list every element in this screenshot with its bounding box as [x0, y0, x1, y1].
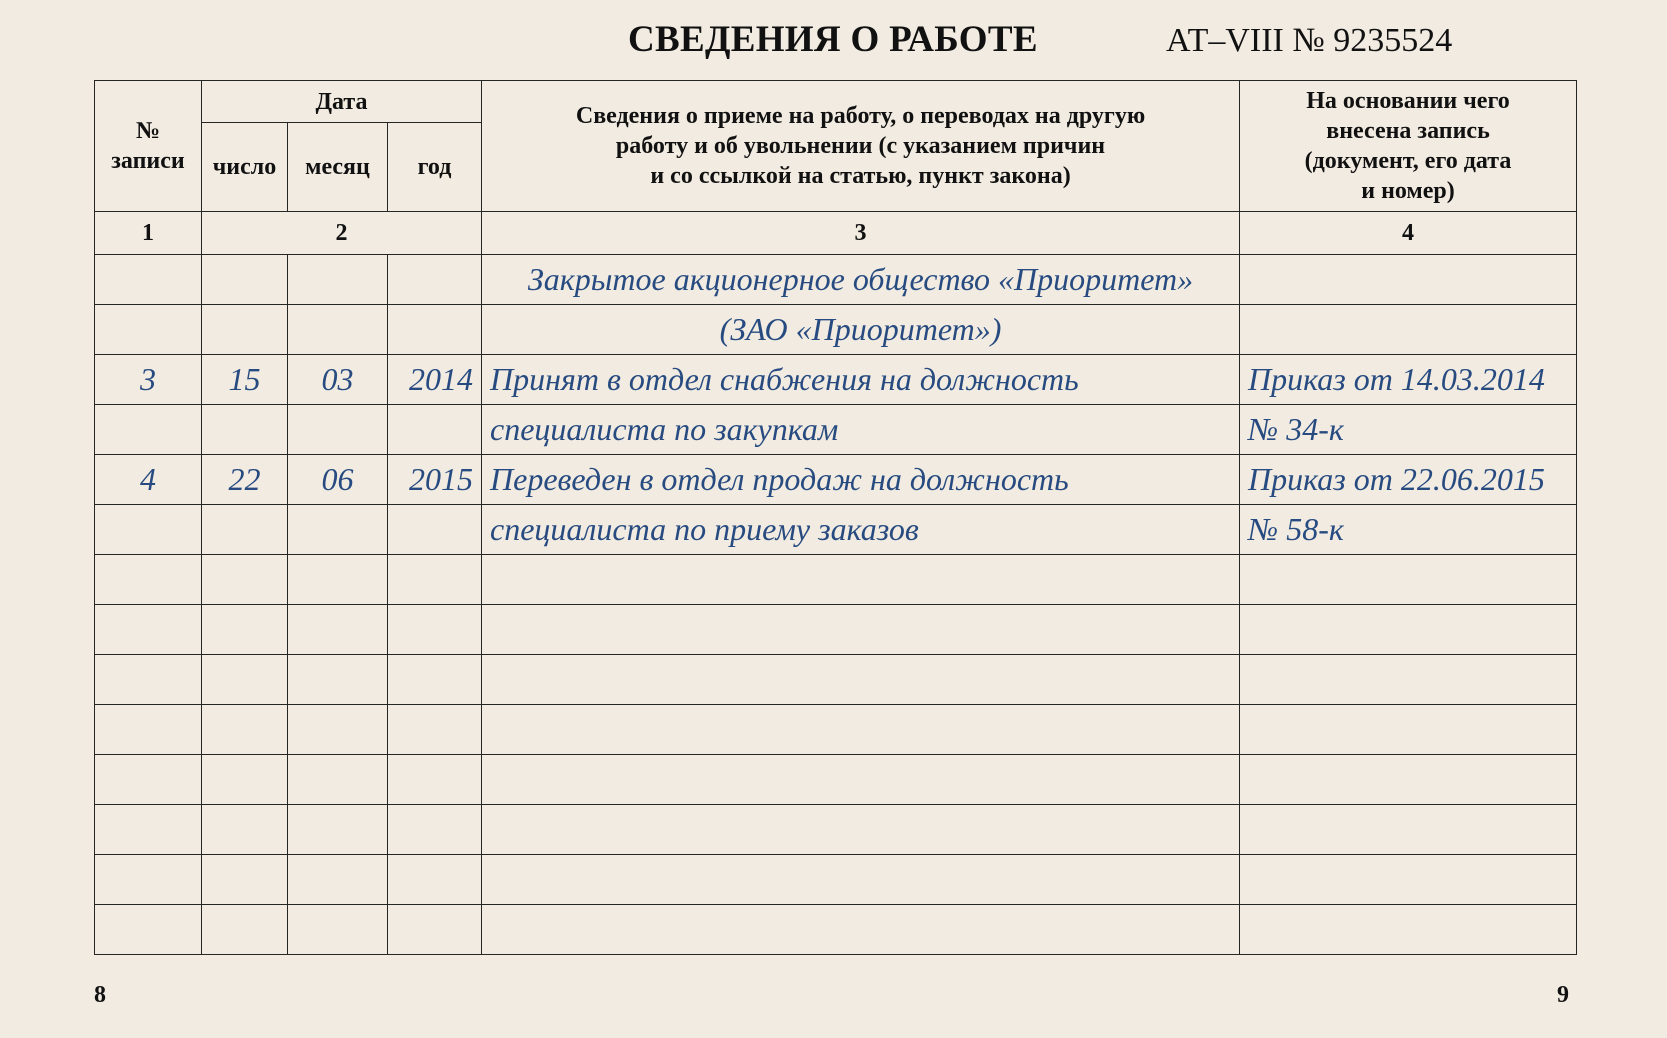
- cell-year: 2014: [388, 355, 482, 405]
- column-number: 4: [1240, 212, 1577, 255]
- cell-year: [388, 555, 482, 605]
- cell-info: Принят в отдел снабжения на должность: [482, 355, 1240, 405]
- cell-month: [288, 855, 388, 905]
- cell-record-no: [95, 505, 202, 555]
- table-row: [95, 555, 1577, 605]
- col-header-day: число: [202, 123, 288, 212]
- cell-day: [202, 255, 288, 305]
- column-number: 3: [482, 212, 1240, 255]
- cell-month: 06: [288, 455, 388, 505]
- table-row: [95, 405, 1577, 455]
- cell-basis: [1240, 855, 1577, 905]
- table-row: [95, 505, 1577, 555]
- cell-day: [202, 705, 288, 755]
- cell-info: [482, 805, 1240, 855]
- cell-info: специалиста по закупкам: [482, 405, 1240, 455]
- column-number: 2: [202, 212, 482, 255]
- cell-day: [202, 655, 288, 705]
- cell-basis: [1240, 605, 1577, 655]
- cell-year: [388, 655, 482, 705]
- cell-day: [202, 805, 288, 855]
- cell-day: [202, 605, 288, 655]
- cell-record-no: [95, 755, 202, 805]
- cell-basis: [1240, 805, 1577, 855]
- cell-month: [288, 805, 388, 855]
- cell-month: [288, 755, 388, 805]
- cell-record-no: 4: [95, 455, 202, 505]
- table-row: [95, 355, 1577, 405]
- cell-day: [202, 905, 288, 955]
- cell-year: [388, 255, 482, 305]
- col-header-record-no: № записи: [95, 81, 202, 212]
- table-row: [95, 655, 1577, 705]
- cell-record-no: [95, 255, 202, 305]
- cell-basis: № 58-к: [1240, 505, 1577, 555]
- cell-year: [388, 705, 482, 755]
- table-row: [95, 755, 1577, 805]
- cell-month: [288, 505, 388, 555]
- cell-day: [202, 555, 288, 605]
- cell-year: 2015: [388, 455, 482, 505]
- cell-info: [482, 605, 1240, 655]
- cell-month: 03: [288, 355, 388, 405]
- cell-day: [202, 505, 288, 555]
- cell-basis: [1240, 305, 1577, 355]
- cell-info: специалиста по приему заказов: [482, 505, 1240, 555]
- cell-record-no: [95, 555, 202, 605]
- cell-day: [202, 305, 288, 355]
- cell-month: [288, 655, 388, 705]
- cell-info: Закрытое акционерное общество «Приоритет»: [482, 255, 1240, 305]
- cell-info: [482, 705, 1240, 755]
- cell-record-no: [95, 705, 202, 755]
- cell-record-no: [95, 605, 202, 655]
- cell-day: 15: [202, 355, 288, 405]
- table-row: [95, 455, 1577, 505]
- cell-record-no: [95, 305, 202, 355]
- cell-year: [388, 905, 482, 955]
- cell-year: [388, 855, 482, 905]
- column-number-row: [95, 212, 1577, 255]
- cell-basis: [1240, 255, 1577, 305]
- cell-record-no: [95, 405, 202, 455]
- col-header-info: Сведения о приеме на работу, о переводах на другую работу и об увольнении (с указанием причин и со ссылкой на статью, пункт закона): [482, 81, 1240, 212]
- cell-year: [388, 805, 482, 855]
- cell-basis: [1240, 655, 1577, 705]
- table-row: [95, 255, 1577, 305]
- work-record-table: [94, 80, 1577, 955]
- page-title: СВЕДЕНИЯ О РАБОТЕ: [628, 19, 1038, 60]
- cell-info: [482, 655, 1240, 705]
- cell-info: [482, 855, 1240, 905]
- table-row: [95, 605, 1577, 655]
- cell-basis: № 34-к: [1240, 405, 1577, 455]
- cell-record-no: [95, 855, 202, 905]
- cell-record-no: [95, 655, 202, 705]
- page-number-right: 9: [1557, 982, 1569, 1008]
- cell-basis: [1240, 705, 1577, 755]
- cell-month: [288, 705, 388, 755]
- cell-month: [288, 405, 388, 455]
- table-body: [95, 81, 1577, 955]
- header-row: [95, 81, 1577, 123]
- cell-basis: [1240, 555, 1577, 605]
- cell-day: [202, 855, 288, 905]
- cell-month: [288, 905, 388, 955]
- cell-record-no: [95, 805, 202, 855]
- cell-year: [388, 305, 482, 355]
- col-header-year: год: [388, 123, 482, 212]
- cell-month: [288, 555, 388, 605]
- series-number: АТ–VIII № 9235524: [1166, 22, 1453, 59]
- cell-month: [288, 255, 388, 305]
- table-row: [95, 705, 1577, 755]
- cell-basis: [1240, 755, 1577, 805]
- cell-year: [388, 605, 482, 655]
- col-header-month: месяц: [288, 123, 388, 212]
- cell-year: [388, 505, 482, 555]
- cell-info: [482, 555, 1240, 605]
- table-row: [95, 855, 1577, 905]
- cell-year: [388, 405, 482, 455]
- cell-basis: Приказ от 22.06.2015: [1240, 455, 1577, 505]
- cell-info: [482, 755, 1240, 805]
- table-row: [95, 805, 1577, 855]
- cell-month: [288, 305, 388, 355]
- cell-month: [288, 605, 388, 655]
- cell-record-no: [95, 905, 202, 955]
- col-header-basis: На основании чего внесена запись (документ, его дата и номер): [1240, 81, 1577, 212]
- col-header-date: Дата: [202, 81, 482, 123]
- cell-record-no: 3: [95, 355, 202, 405]
- cell-basis: [1240, 905, 1577, 955]
- column-number: 1: [95, 212, 202, 255]
- table-row: [95, 905, 1577, 955]
- cell-info: (ЗАО «Приоритет»): [482, 305, 1240, 355]
- cell-day: 22: [202, 455, 288, 505]
- cell-info: [482, 905, 1240, 955]
- cell-info: Переведен в отдел продаж на должность: [482, 455, 1240, 505]
- table-row: [95, 305, 1577, 355]
- cell-day: [202, 755, 288, 805]
- cell-year: [388, 755, 482, 805]
- page-number-left: 8: [94, 982, 106, 1008]
- cell-basis: Приказ от 14.03.2014: [1240, 355, 1577, 405]
- cell-day: [202, 405, 288, 455]
